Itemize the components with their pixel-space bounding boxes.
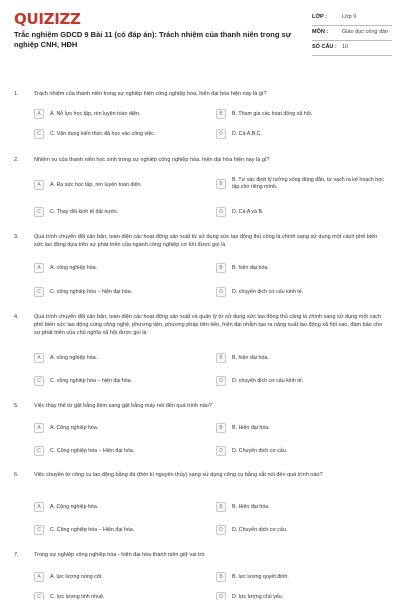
- option-letter-badge: B: [216, 263, 226, 273]
- question-2-stem: [14, 156, 394, 164]
- option-letter-badge: A: [34, 109, 44, 119]
- option-text: A. Nỗ lực học tập, rèn luyện toàn diện.: [50, 110, 141, 117]
- question-1-option-d[interactable]: [216, 129, 386, 139]
- meta-row-subject: [312, 26, 392, 41]
- option-text: C. công nghiệp hóa – hiện đại hóa.: [50, 288, 133, 295]
- option-letter-badge: D: [216, 446, 226, 456]
- option-letter-badge: B: [216, 502, 226, 512]
- question-5-option-d[interactable]: [216, 446, 386, 456]
- option-letter-badge: D: [216, 129, 226, 139]
- question-7-option-d[interactable]: [216, 592, 386, 600]
- question-4-option-a[interactable]: [34, 353, 204, 363]
- question-number: 2.: [14, 157, 19, 163]
- option-text: C. Thay đổi kinh tế đất nước.: [50, 208, 119, 215]
- question-3-option-b[interactable]: [216, 263, 386, 273]
- option-letter-badge: A: [34, 353, 44, 363]
- option-letter-badge: C: [34, 287, 44, 297]
- option-text: A. Công nghiệp hóa.: [50, 424, 99, 431]
- question-5-stem: [14, 402, 394, 410]
- question-4-option-b[interactable]: [216, 353, 386, 363]
- meta-key: SỐ CÂU :: [312, 44, 337, 50]
- option-letter-badge: D: [216, 376, 226, 386]
- question-4-stem: [14, 313, 394, 337]
- question-text: Quá trình chuyển đổi căn bản, toàn diện các hoạt động sản xuất và quản lý từ sử dụng sức lao động thủ công là chính sang sử dụng một cách phổ biến sức lao động cùng công nghệ, phương tiện, phương pháp tiên tiến, hiện đại nhằm tạo ra năng suất lao động xã hội cao, đảm bảo cho sự phát triển của chủ nghĩa xã hội được gọi là: [34, 314, 383, 336]
- question-7-stem: [14, 551, 394, 559]
- option-letter-badge: C: [34, 376, 44, 386]
- option-text: D. chuyển dịch cơ cấu kinh tế.: [232, 377, 304, 384]
- question-5-option-a[interactable]: [34, 423, 204, 433]
- option-text: A. công nghiệp hóa.: [50, 264, 98, 271]
- option-text: C. lực lượng tinh nhuệ.: [50, 593, 105, 600]
- question-text: Quá trình chuyển đổi căn bản, toàn diện các hoạt động sản xuất từ sử dụng sức lao động thủ công là chính sang sử dụng một cách phổ biến sức lao động dựa trên sự phát triển của ngành công nghiệp cơ khí được gọi là: [34, 234, 378, 248]
- option-letter-badge: B: [216, 572, 226, 582]
- question-1-option-b[interactable]: [216, 109, 386, 119]
- question-text: Nhiệm vụ của thanh niên học sinh trong sự nghiệp công nghiệp hóa, hiện đại hóa hiện nay là gì?: [34, 157, 270, 163]
- option-text: B. hiện đại hóa.: [232, 264, 269, 271]
- option-text: B. lực lượng quyết định.: [232, 573, 289, 580]
- option-letter-badge: B: [216, 423, 226, 433]
- question-5-option-b[interactable]: [216, 423, 386, 433]
- option-letter-badge: C: [34, 592, 44, 600]
- question-text: Trách nhiệm của thanh niên trong sự nghiệp hiện công nghiệp hóa, hiện đại hóa hiện nay là gì?: [34, 91, 267, 97]
- worksheet-meta: [312, 14, 392, 56]
- question-number: 6.: [14, 472, 19, 478]
- meta-row-count: [312, 41, 392, 56]
- question-7-option-b[interactable]: [216, 572, 386, 582]
- question-4-option-c[interactable]: [34, 376, 204, 386]
- question-text: Việc chuyển từ công cụ lao động bằng đá (thời kì nguyên thủy) sang sử dụng công cụ bằng sắt nói đến quá trình nào?: [34, 472, 323, 478]
- meta-key: LỚP :: [312, 14, 327, 20]
- option-letter-badge: A: [34, 423, 44, 433]
- option-letter-badge: D: [216, 287, 226, 297]
- question-1-stem: [14, 90, 394, 98]
- question-3-option-d[interactable]: [216, 287, 386, 297]
- question-number: 7.: [14, 552, 19, 558]
- option-letter-badge: C: [34, 207, 44, 217]
- option-letter-badge: D: [216, 525, 226, 535]
- option-letter-badge: A: [34, 572, 44, 582]
- question-6-option-a[interactable]: [34, 502, 204, 512]
- option-text: C. Vận dụng kiến thức đã học vào công việc.: [50, 130, 156, 137]
- meta-value: 10: [342, 44, 349, 50]
- option-letter-badge: A: [34, 180, 44, 190]
- option-text: B. Tự xác định lý tưởng sống đúng đắn, tự vạch ra kế hoạch học tập cho riêng mình.: [232, 177, 384, 190]
- option-text: A. công nghiệp hóa.: [50, 354, 98, 361]
- worksheet-title: Trắc nghiệm GDCD 9 Bài 11 (có đáp án): Trách nhiệm của thanh niên trong sự nghiệp CNH, HĐH: [14, 30, 292, 49]
- question-6-option-d[interactable]: [216, 525, 386, 535]
- question-number: 4.: [14, 314, 19, 320]
- question-6-stem: [14, 471, 394, 479]
- option-text: B. Tham gia các hoạt động xã hội.: [232, 110, 313, 117]
- meta-row-class: [312, 14, 392, 26]
- meta-value: Lớp 9: [342, 14, 357, 20]
- option-text: C. Công nghiệp hóa – Hiện đại hóa.: [50, 526, 135, 533]
- option-letter-badge: D: [216, 592, 226, 600]
- question-1-option-c[interactable]: [34, 129, 204, 139]
- question-2-option-d[interactable]: [216, 207, 386, 217]
- worksheet-header: [0, 0, 400, 84]
- question-text: Trong sự nghiệp công nghiệp hóa - hiện đại hóa thanh niên giữ vai trò: [34, 552, 205, 558]
- meta-key: MÔN :: [312, 29, 329, 35]
- question-number: 1.: [14, 91, 19, 97]
- question-1-option-a[interactable]: [34, 109, 204, 119]
- quizizz-logo: QUIZIZZ: [14, 10, 81, 28]
- option-text: C. công nghiệp hóa – hiện đại hóa.: [50, 377, 133, 384]
- question-text: Việc thay thế từ gặt bằng liềm sang gặt bằng máy nói đến quá trình nào?: [34, 403, 212, 409]
- option-text: D. chuyển dịch cơ cấu kinh tế.: [232, 288, 304, 295]
- question-3-option-c[interactable]: [34, 287, 204, 297]
- meta-value: Giáo dục công dân: [342, 29, 389, 35]
- option-text: C. Công nghiệp hóa – Hiện đại hóa.: [50, 447, 135, 454]
- option-letter-badge: D: [216, 207, 226, 217]
- question-6-option-b[interactable]: [216, 502, 386, 512]
- question-4-option-d[interactable]: [216, 376, 386, 386]
- question-3-stem: [14, 233, 394, 249]
- option-text: A. Công nghiệp hóa.: [50, 503, 99, 510]
- option-text: B. Hiện đại hóa.: [232, 424, 270, 431]
- option-text: B. Hiện đại hóa.: [232, 503, 270, 510]
- option-letter-badge: A: [34, 502, 44, 512]
- question-5-option-c[interactable]: [34, 446, 204, 456]
- option-text: D. Cả A,B,C.: [232, 130, 263, 137]
- option-letter-badge: C: [34, 129, 44, 139]
- option-text: D. lực lượng chủ yếu.: [232, 593, 284, 600]
- question-number: 3.: [14, 234, 19, 240]
- question-2-option-c[interactable]: [34, 207, 204, 217]
- option-letter-badge: B: [216, 353, 226, 363]
- question-7-option-a[interactable]: [34, 572, 204, 582]
- question-2-option-a[interactable]: [34, 180, 204, 190]
- question-3-option-a[interactable]: [34, 263, 204, 273]
- option-text: D. Cả A và B.: [232, 208, 264, 215]
- question-6-option-c[interactable]: [34, 525, 204, 535]
- question-7-option-c[interactable]: [34, 592, 204, 600]
- option-text: B. hiện đại hóa.: [232, 354, 269, 361]
- option-letter-badge: B: [216, 179, 226, 189]
- option-letter-badge: B: [216, 109, 226, 119]
- option-letter-badge: C: [34, 446, 44, 456]
- option-letter-badge: A: [34, 263, 44, 273]
- option-text: D. Chuyển dịch cơ cấu.: [232, 526, 288, 533]
- option-letter-badge: C: [34, 525, 44, 535]
- question-2-option-b[interactable]: [216, 177, 386, 191]
- option-text: A. lực lượng nòng cốt.: [50, 573, 103, 580]
- option-text: D. Chuyển dịch cơ cấu.: [232, 447, 288, 454]
- option-text: A. Ra sức học tập, rèn luyện toàn diện.: [50, 181, 142, 188]
- question-number: 5.: [14, 403, 19, 409]
